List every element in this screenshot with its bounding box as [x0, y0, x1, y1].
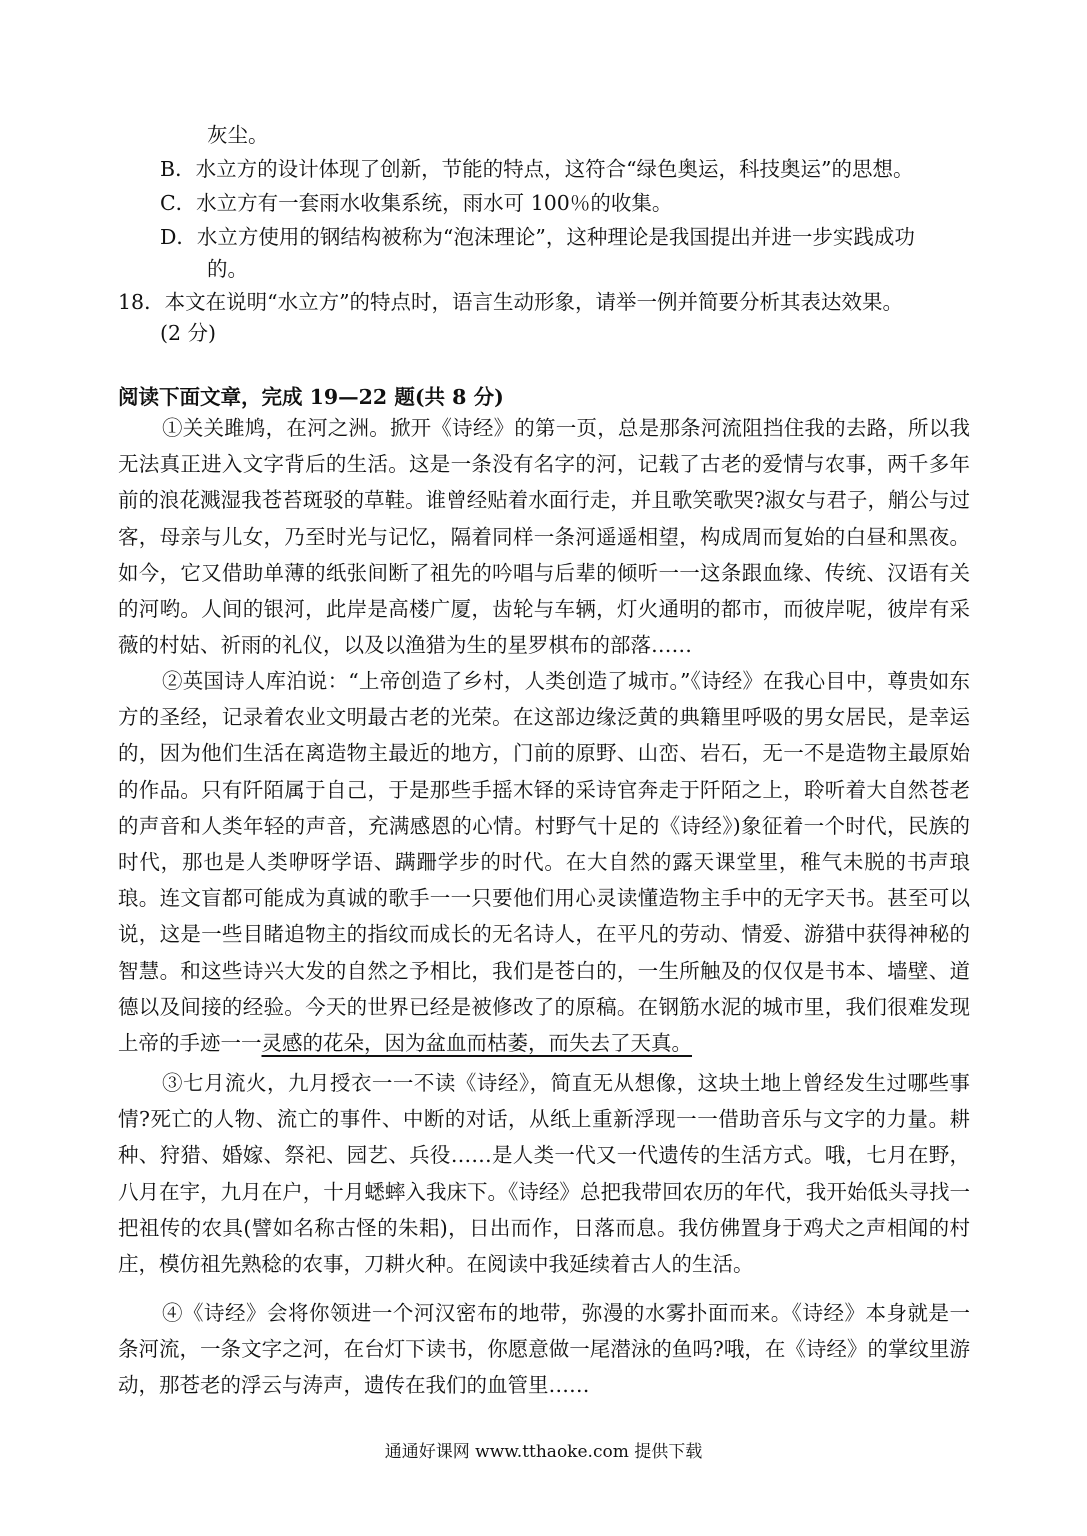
paragraph-3: ③七月流火，九月授衣一一不读《诗经》，简直无从想像，这块土地上曾经发生过哪些事情?死亡的人物、流亡的事件、中断的对话，从纸上重新浮现一一借助音乐与文字的力量。耕种、狩猎、婚嫁、祭祀、园艺、兵役……是人类一代又一代遗传的生活方式。哦，七月在野，八月在宇，九月在户，十月蟋蟀入我床下。《诗经》总把我带回农历的年代，我开始低头寻找一把祖传的农具(譬如名称古怪的朱耜)，日出而作，日落而息。我仿佛置身于鸡犬之声相闻的村庄，模仿祖先熟稔的农事，刀耕火种。在阅读中我延续着古人的生活。: [118, 1071, 970, 1277]
paragraph-2: [118, 663, 970, 1061]
section-heading: 阅读下面文章，完成 19—22 题(共 8 分): [118, 385, 504, 409]
paragraph-1: ①关关雎鸠，在河之洲。掀开《诗经》的第一页，总是那条河流阻挡住我的去路，所以我无法真正进入文字背后的生活。这是一条没有名字的河，记载了古老的爱情与农事，两千多年前的浪花溅湿我苍苔斑驳的草鞋。谁曾经贴着水面行走，并且歌笑歌哭?淑女与君子，艄公与过客，母亲与儿女，乃至时光与记忆，隔着同样一条河遥遥相望，构成周而复始的白昼和黑夜。如今，它又借助单薄的纸张间断了祖先的吟唱与后辈的倾听一一这条跟血缘、传统、汉语有关的河哟。人间的银河，此岸是高楼广厦，齿轮与车辆，灯火通明的都市，而彼岸呢，彼岸有采薇的村姑、祈雨的礼仪，以及以渔猎为生的星罗棋布的部落……: [118, 416, 970, 658]
option-d-line1: D．水立方使用的钢结构被称为“泡沫理论”，这种理论是我国提出并进一步实践成功: [160, 225, 915, 249]
option-a-continuation: 灰尘。: [207, 123, 269, 147]
paragraph-2-underlined-phrase: 灵感的花朵，因为盆血而枯萎，而失去了天真。: [261, 1031, 692, 1056]
option-c: C．水立方有一套雨水收集系统，雨水可 100％的收集。: [160, 191, 673, 215]
paragraph-2-text: ②英国诗人库泊说：“上帝创造了乡村，人类创造了城市。”《诗经》在我心目中，尊贵如东方的圣经，记录着农业文明最古老的光荣。在这部边缘泛黄的典籍里呼吸的男女居民，是幸运的，因为他们生活在离造物主最近的地方，门前的原野、山峦、岩石，无一不是造物主最原始的作品。只有阡陌属于自己，于是那些手摇木铎的采诗官奔走于阡陌之上，聆听着大自然苍老的声音和人类年轻的声音，充满感恩的心情。村野气十足的《诗经》)象征着一个时代，民族的时代，那也是人类咿呀学语、蹒跚学步的时代。在大自然的露天课堂里，稚气未脱的书声琅琅。连文盲都可能成为真诚的歌手一一只要他们用心灵读懂造物主手中的无字天书。甚至可以说，这是一些目睹追物主的指纹而成长的无名诗人，在平凡的劳动、情爱、游猎中获得神秘的智慧。和这些诗兴大发的自然之予相比，我们是苍白的，一生所触及的仅仅是书本、墙壁、道德以及间接的经验。今天的世界已经是被修改了的原稿。在钢筋水泥的城市里，我们很难发现上帝的手迹一一: [118, 669, 970, 1056]
option-b: B．水立方的设计体现了创新，节能的特点，这符合“绿色奥运，科技奥运”的思想。: [160, 157, 914, 181]
question-18-line1: 18．本文在说明“水立方”的特点时，语言生动形象，请举一例并简要分析其表达效果。: [118, 290, 904, 314]
paragraph-4: ④《诗经》会将你领进一个河汉密布的地带，弥漫的水雾扑面而来。《诗经》本身就是一条河流，一条文字之河，在台灯下读书，你愿意做一尾潜泳的鱼吗?哦，在《诗经》的掌纹里游动，那苍老的浮云与涛声，遗传在我们的血管里……: [118, 1301, 970, 1398]
question-18-line2: (2 分): [160, 321, 217, 345]
option-d-line2: 的。: [207, 257, 248, 281]
page-footer: 通通好课网 www.tthaoke.com 提供下载: [384, 1442, 703, 1462]
